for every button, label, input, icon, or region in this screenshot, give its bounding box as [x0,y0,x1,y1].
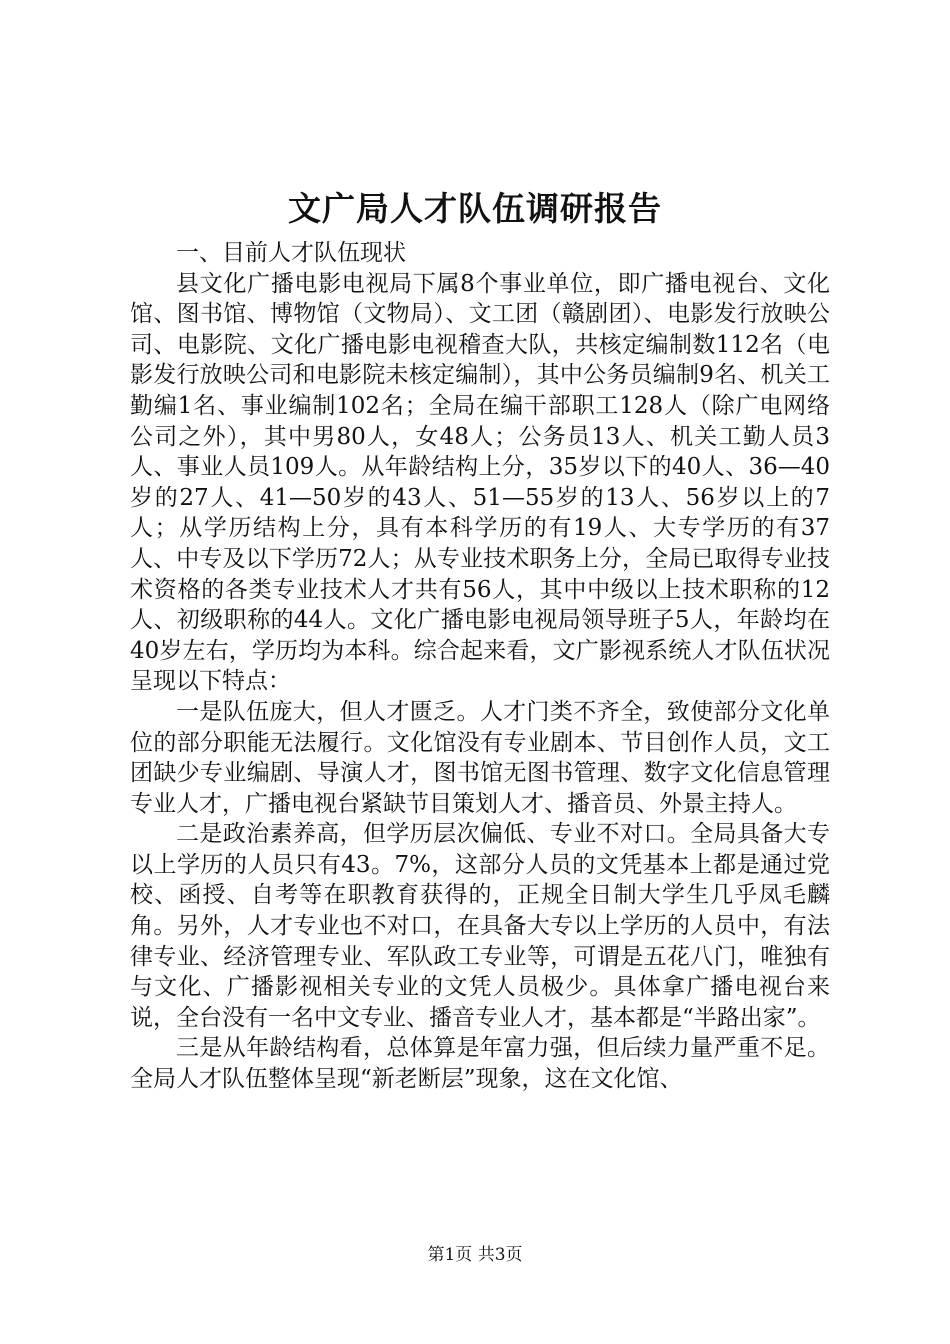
paragraph-point-two: 二是政治素养高，但学历层次偏低、专业不对口。全局具备大专以上学历的人员只有43。7%，这部分人员的文凭基本上都是通过党校、函授、自考等在职教育获得的，正规全日制大学生几乎凤毛麟角。另外，人才专业也不对口，在具备大专以上学历的人员中，有法律专业、经济管理专业、军队政工专业等，可谓是五花八门，唯独有与文化、广播影视相关专业的文凭人员极少。具体拿广播电视台来说，全台没有一名中文专业、播音专业人才，基本都是“半路出家”。 [130,821,830,1031]
paragraph-overview: 县文化广播电影电视局下属8个事业单位，即广播电视台、文化馆、图书馆、博物馆（文物局）、文工团（赣剧团）、电影发行放映公司、电影院、文化广播电影电视稽查大队，共核定编制数112名（电影发行放映公司和电影院未核定编制），其中公务员编制9名、机关工勤编1名、事业编制102名；全局在编干部职工128人（除广电网络公司之外），其中男80人，女48人；公务员13人、机关工勤人员3人、事业人员109人。从年龄结构上分，35岁以下的40人、36—40岁的27人、41—50岁的43人、51—55岁的13人、56岁以上的7人；从学历结构上分，具有本科学历的有19人、大专学历的有37人、中专及以下学历72人；从专业技术职务上分，全局已取得专业技术资格的各类专业技术人才共有56人，其中中级以上技术职称的12人、初级职称的44人。文化广播电影电视局领导班子5人，年龄均在40岁左右，学历均为本科。综合起来看，文广影视系统人才队伍状况呈现以下特点： [130,270,830,695]
section-heading: 一、目前人才队伍现状 [176,240,406,266]
paragraph-point-one: 一是队伍庞大，但人才匮乏。人才门类不齐全，致使部分文化单位的部分职能无法履行。文化馆没有专业剧本、节目创作人员，文工团缺少专业编剧、导演人才，图书馆无图书管理、数字文化信息管理专业人才，广播电视台紧缺节目策划人才、播音员、外景主持人。 [130,698,830,817]
document-body [130,238,830,1095]
page-footer: 第1页 共3页 [427,1245,523,1265]
paragraph-point-three: 三是从年龄结构看，总体算是年富力强，但后续力量严重不足。全局人才队伍整体呈现“新老断层”现象，这在文化馆、 [130,1035,830,1093]
document-title: 文广局人才队伍调研报告 [288,189,662,228]
